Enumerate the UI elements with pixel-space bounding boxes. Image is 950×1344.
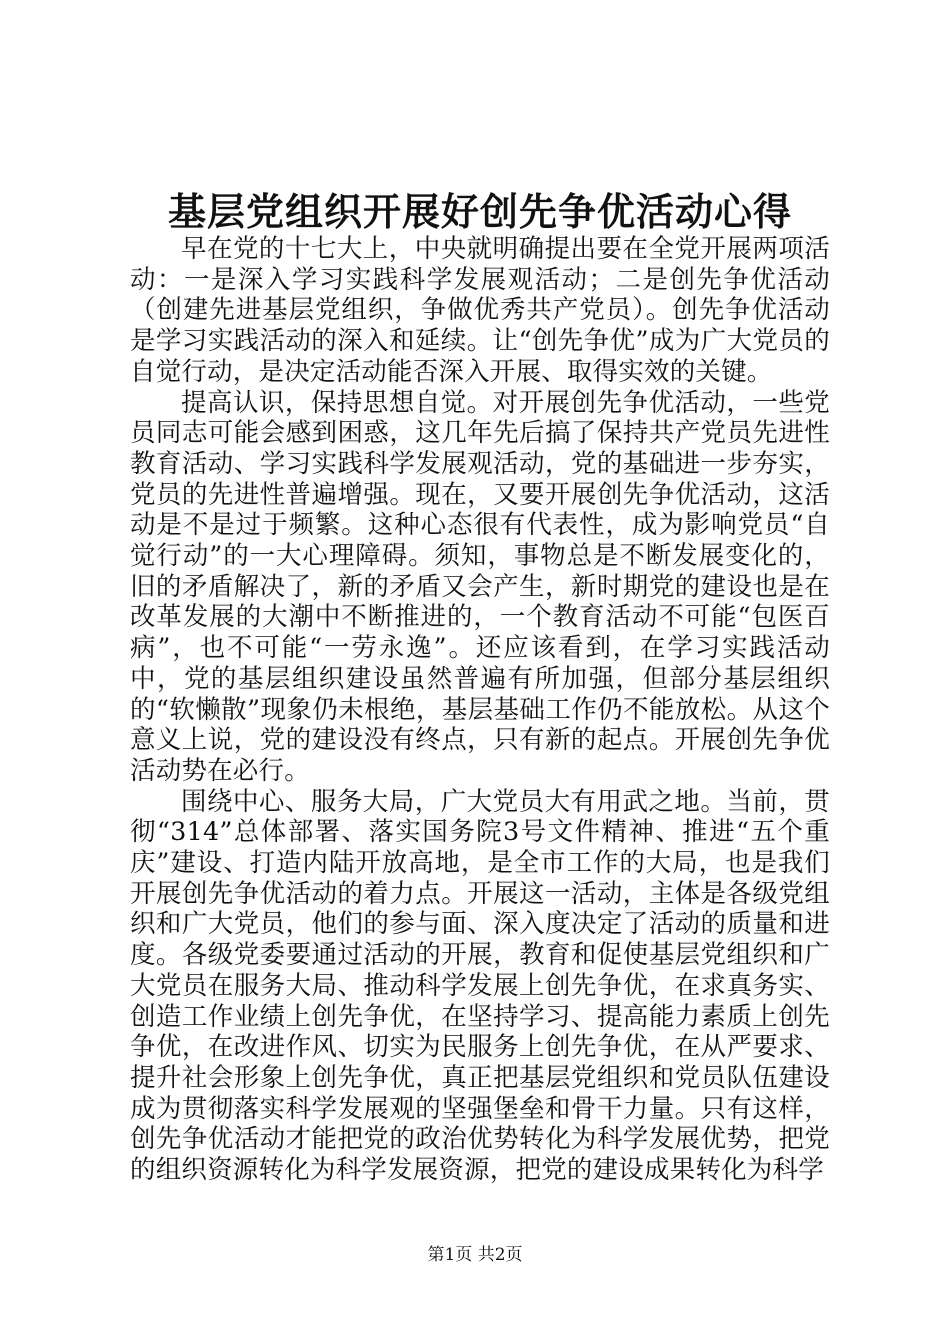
paragraph-3: 围绕中心、服务大局，广大党员大有用武之地。当前，贯彻“314”总体部署、落实国务院3号文件精神、推进“五个重庆”建设、打造内陆开放高地，是全市工作的大局，也是我们开展创先争优活动的着力点。开展这一活动，主体是各级党组织和广大党员，他们的参与面、深入度决定了活动的质量和进度。各级党委要通过活动的开展，教育和促使基层党组织和广大党员在服务大局、推动科学发展上创先争优，在求真务实、创造工作业绩上创先争优，在坚持学习、提高能力素质上创先争优，在改进作风、切实为民服务上创先争优，在从严要求、提升社会形象上创先争优，真正把基层党组织和党员队伍建设成为贯彻落实科学发展观的坚强堡垒和骨干力量。只有这样，创先争优活动才能把党的政治优势转化为科学发展优势，把党的组织资源转化为科学发展资源，把党的建设成果转化为科学 — [130, 786, 830, 1186]
document-title: 基层党组织开展好创先争优活动心得 — [167, 189, 792, 234]
page-footer: 第1页 共2页 — [427, 1245, 523, 1265]
paragraph-2: 提高认识，保持思想自觉。对开展创先争优活动，一些党员同志可能会感到困惑，这几年先后搞了保持共产党员先进性教育活动、学习实践科学发展观活动，党的基础进一步夯实，党员的先进性普遍增强。现在，又要开展创先争优活动，这活动是不是过于频繁。这种心态很有代表性，成为影响党员“自觉行动”的一大心理障碍。须知，事物总是不断发展变化的，旧的矛盾解决了，新的矛盾又会产生，新时期党的建设也是在改革发展的大潮中不断推进的，一个教育活动不可能“包医百病”，也不可能“一劳永逸”。还应该看到，在学习实践活动中，党的基层组织建设虽然普遍有所加强，但部分基层组织的“软懒散”现象仍未根绝，基层基础工作仍不能放松。从这个意义上说，党的建设没有终点，只有新的起点。开展创先争优活动势在必行。 — [130, 387, 830, 786]
document-body — [130, 234, 830, 1186]
paragraph-1: 早在党的十七大上，中央就明确提出要在全党开展两项活动：一是深入学习实践科学发展观活动；二是创先争优活动（创建先进基层党组织，争做优秀共产党员）。创先争优活动是学习实践活动的深入和延续。让“创先争优”成为广大党员的自觉行动，是决定活动能否深入开展、取得实效的关键。 — [130, 234, 830, 387]
